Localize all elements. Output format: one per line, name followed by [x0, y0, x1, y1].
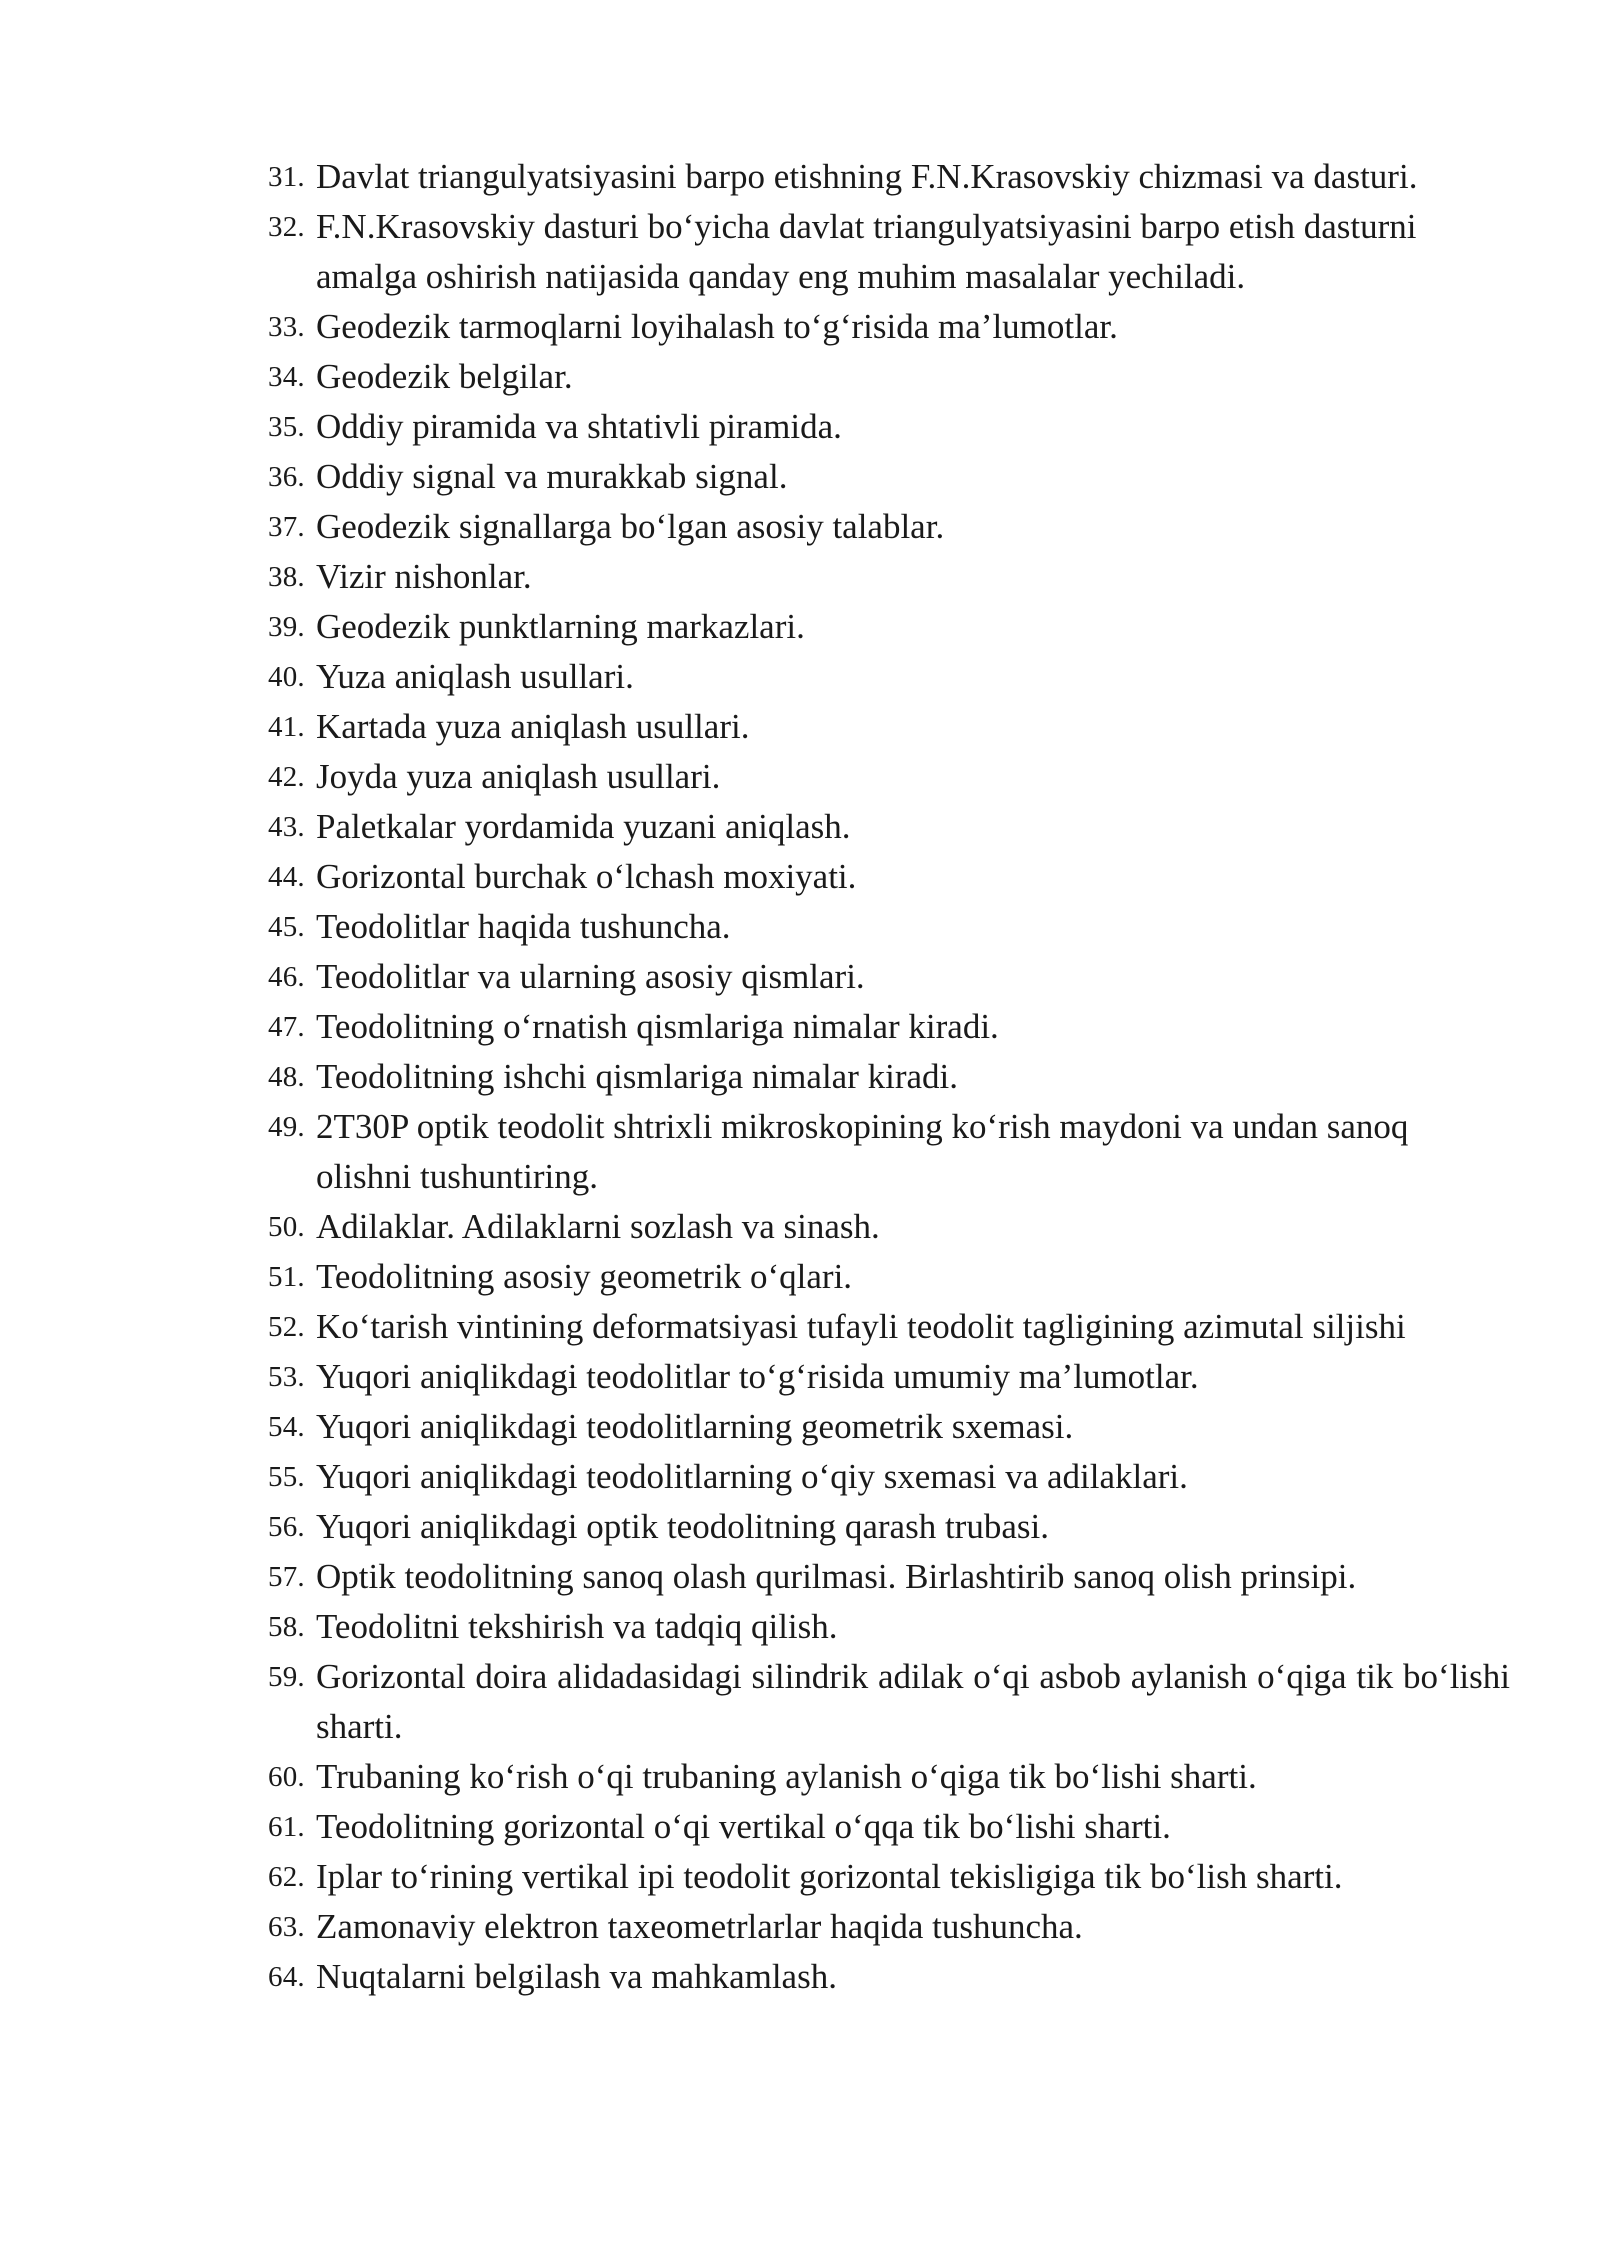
item-number: 53.	[268, 1361, 305, 1393]
item-number: 35.	[268, 411, 305, 443]
item-text: Geodezik belgilar.	[316, 357, 573, 396]
item-number: 52.	[268, 1311, 305, 1343]
item-number: 60.	[268, 1761, 305, 1793]
list-item	[262, 1902, 1510, 1952]
item-text: Geodezik tarmoqlarni loyihalash to‘g‘risida ma’lumotlar.	[316, 307, 1118, 346]
item-text: F.N.Krasovskiy dasturi bo‘yicha davlat triangulyatsiyasini barpo etish dasturni amalga oshirish natijasida qanday eng muhim masalalar yechiladi.	[316, 207, 1417, 296]
item-text: 2T30P optik teodolit shtrixli mikroskopining ko‘rish maydoni va undan sanoq olishni tushuntiring.	[316, 1107, 1409, 1196]
item-number: 49.	[268, 1111, 305, 1143]
list-item	[262, 1352, 1510, 1402]
item-text: Gorizontal burchak o‘lchash moxiyati.	[316, 857, 857, 896]
list-item	[262, 1952, 1510, 2002]
item-number: 58.	[268, 1611, 305, 1643]
list-item	[262, 1052, 1510, 1102]
list-item	[262, 302, 1510, 352]
item-number: 41.	[268, 711, 305, 743]
list-item	[262, 202, 1510, 302]
item-number: 63.	[268, 1911, 305, 1943]
item-text: Teodolitning gorizontal o‘qi vertikal o‘qqa tik bo‘lishi sharti.	[316, 1807, 1171, 1846]
item-text: Davlat triangulyatsiyasini barpo etishning F.N.Krasovskiy chizmasi va dasturi.	[316, 157, 1418, 196]
item-number: 54.	[268, 1411, 305, 1443]
list-item	[262, 1002, 1510, 1052]
list-item	[262, 702, 1510, 752]
item-number: 50.	[268, 1211, 305, 1243]
item-text: Adilaklar. Adilaklarni sozlash va sinash.	[316, 1207, 880, 1246]
item-text: Optik teodolitning sanoq olash qurilmasi. Birlashtirib sanoq olish prinsipi.	[316, 1557, 1357, 1596]
item-text: Teodolitlar va ularning asosiy qismlari.	[316, 957, 865, 996]
item-text: Yuza aniqlash usullari.	[316, 657, 634, 696]
item-number: 64.	[268, 1961, 305, 1993]
item-text: Geodezik signallarga bo‘lgan asosiy talablar.	[316, 507, 945, 546]
item-text: Teodolitning asosiy geometrik o‘qlari.	[316, 1257, 853, 1296]
list-item	[262, 1452, 1510, 1502]
item-number: 59.	[268, 1661, 305, 1693]
item-text: Teodolitlar haqida tushuncha.	[316, 907, 731, 946]
item-number: 38.	[268, 561, 305, 593]
item-number: 48.	[268, 1061, 305, 1093]
item-number: 45.	[268, 911, 305, 943]
list-item	[262, 1802, 1510, 1852]
list-item	[262, 852, 1510, 902]
list-item	[262, 602, 1510, 652]
list-item	[262, 1552, 1510, 1602]
item-number: 39.	[268, 611, 305, 643]
item-text: Oddiy signal va murakkab signal.	[316, 457, 788, 496]
list-item	[262, 902, 1510, 952]
item-text: Teodolitning ishchi qismlariga nimalar kiradi.	[316, 1057, 958, 1096]
item-text: Yuqori aniqlikdagi optik teodolitning qarash trubasi.	[316, 1507, 1049, 1546]
list-item	[262, 1202, 1510, 1252]
item-text: Paletkalar yordamida yuzani aniqlash.	[316, 807, 851, 846]
list-item	[262, 1752, 1510, 1802]
item-number: 47.	[268, 1011, 305, 1043]
item-text: Oddiy piramida va shtativli piramida.	[316, 407, 842, 446]
item-text: Gorizontal doira alidadasidagi silindrik adilak o‘qi asbob aylanish o‘qiga tik bo‘lishi sharti.	[316, 1657, 1510, 1746]
list-item	[262, 552, 1510, 602]
item-number: 42.	[268, 761, 305, 793]
item-number: 31.	[268, 161, 305, 193]
list-item	[262, 452, 1510, 502]
list-item	[262, 352, 1510, 402]
list-item	[262, 1402, 1510, 1452]
item-text: Iplar to‘rining vertikal ipi teodolit gorizontal tekisligiga tik bo‘lish sharti.	[316, 1857, 1343, 1896]
item-text: Trubaning ko‘rish o‘qi trubaning aylanish o‘qiga tik bo‘lishi sharti.	[316, 1757, 1257, 1796]
item-text: Kartada yuza aniqlash usullari.	[316, 707, 750, 746]
list-item	[262, 152, 1510, 202]
item-number: 46.	[268, 961, 305, 993]
list-item	[262, 1252, 1510, 1302]
item-text: Ko‘tarish vintining deformatsiyasi tufayli teodolit tagligining azimutal siljishi	[316, 1307, 1406, 1346]
item-number: 61.	[268, 1811, 305, 1843]
item-text: Teodolitni tekshirish va tadqiq qilish.	[316, 1607, 838, 1646]
item-text: Geodezik punktlarning markazlari.	[316, 607, 805, 646]
item-number: 33.	[268, 311, 305, 343]
item-number: 36.	[268, 461, 305, 493]
item-number: 56.	[268, 1511, 305, 1543]
item-number: 57.	[268, 1561, 305, 1593]
item-text: Zamonaviy elektron taxeometrlarlar haqida tushuncha.	[316, 1907, 1083, 1946]
item-text: Joyda yuza aniqlash usullari.	[316, 757, 721, 796]
list-item	[262, 1852, 1510, 1902]
list-item	[262, 502, 1510, 552]
list-item	[262, 1502, 1510, 1552]
list-item	[262, 652, 1510, 702]
item-number: 51.	[268, 1261, 305, 1293]
list-item	[262, 952, 1510, 1002]
list-item	[262, 1652, 1510, 1752]
list-item	[262, 1302, 1510, 1352]
item-text: Vizir nishonlar.	[316, 557, 532, 596]
question-list	[262, 152, 1510, 2002]
list-item	[262, 1102, 1510, 1202]
item-text: Yuqori aniqlikdagi teodolitlar to‘g‘risida umumiy ma’lumotlar.	[316, 1357, 1199, 1396]
item-text: Yuqori aniqlikdagi teodolitlarning o‘qiy sxemasi va adilaklari.	[316, 1457, 1188, 1496]
item-number: 34.	[268, 361, 305, 393]
item-number: 44.	[268, 861, 305, 893]
item-number: 43.	[268, 811, 305, 843]
item-number: 40.	[268, 661, 305, 693]
list-item	[262, 752, 1510, 802]
list-item	[262, 1602, 1510, 1652]
item-text: Teodolitning o‘rnatish qismlariga nimalar kiradi.	[316, 1007, 999, 1046]
item-text: Nuqtalarni belgilash va mahkamlash.	[316, 1957, 837, 1996]
list-item	[262, 402, 1510, 452]
item-number: 37.	[268, 511, 305, 543]
item-number: 62.	[268, 1861, 305, 1893]
list-item	[262, 802, 1510, 852]
item-text: Yuqori aniqlikdagi teodolitlarning geometrik sxemasi.	[316, 1407, 1074, 1446]
item-number: 55.	[268, 1461, 305, 1493]
item-number: 32.	[268, 211, 305, 243]
